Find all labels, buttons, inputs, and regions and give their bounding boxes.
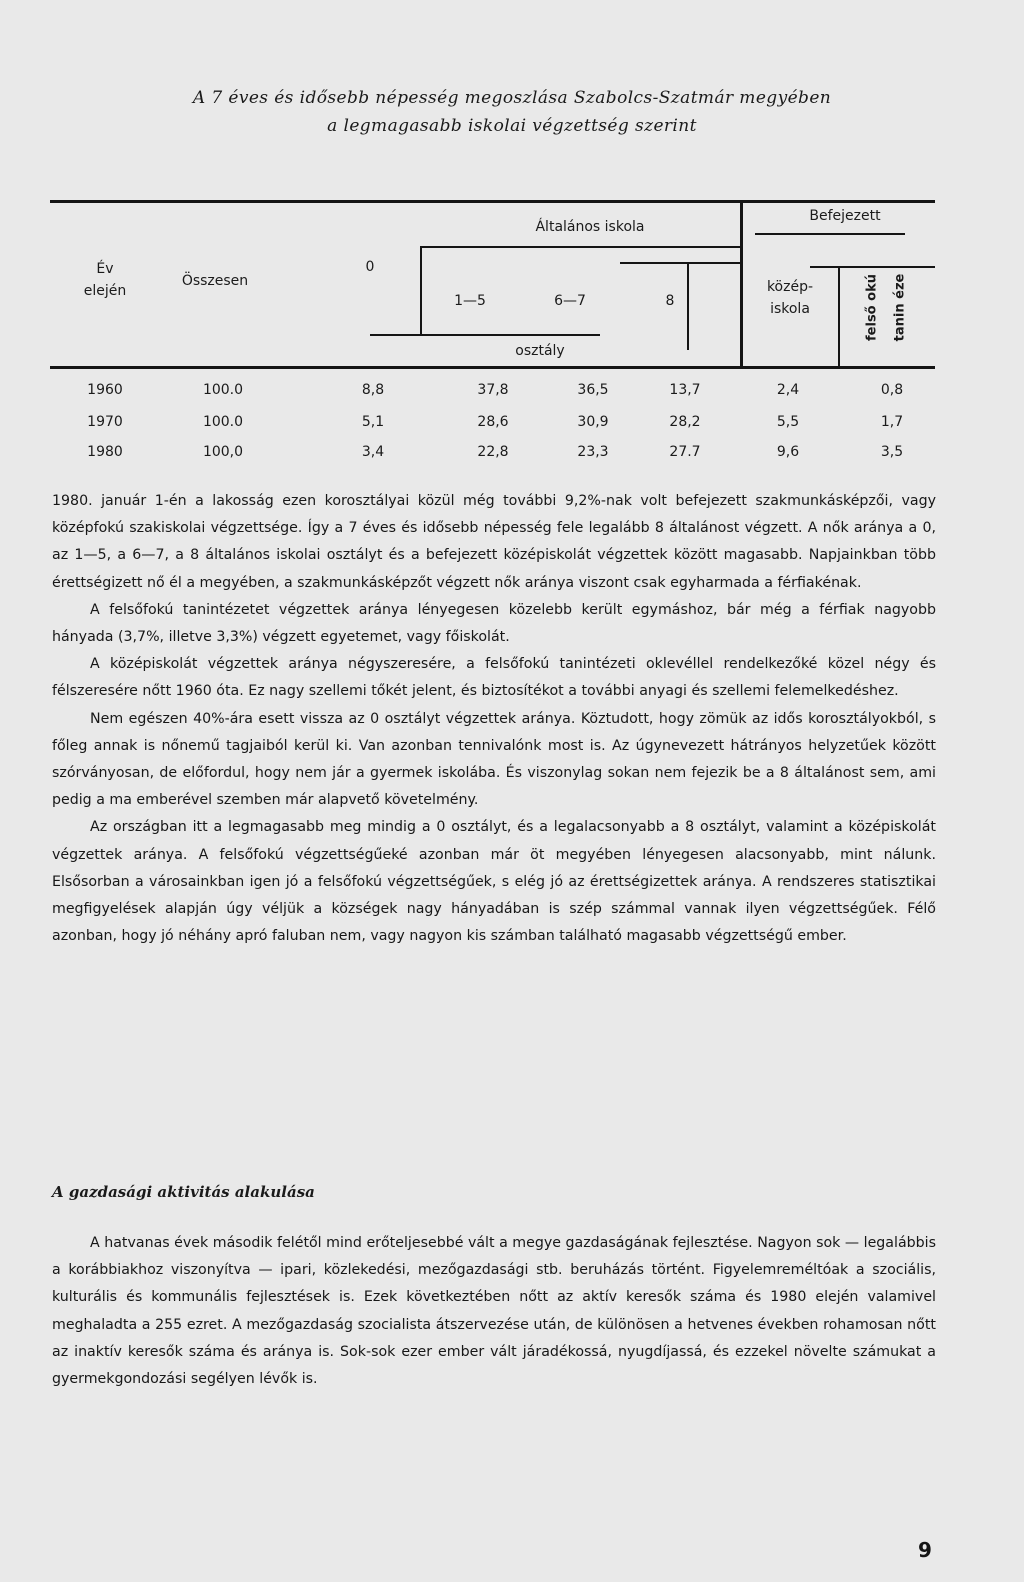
- cell-kozepiskola: 2,4: [776, 382, 800, 398]
- completed-rule: [755, 233, 905, 235]
- header-iskola: iskola: [770, 301, 810, 317]
- cell-kozepiskola: 5,5: [776, 414, 800, 430]
- paragraph-4: Nem egészen 40%-ára esett vissza az 0 osztályt végzettek aránya. Köztudott, hogy zömük az idős korosztályokból, s főleg annak is nőnemű tagjaiból kerül ki. Van azonban tennivalónk most is. Az úgynevezett hátrányos helyzetűek között szórványosan, de előfordul, hogy nem jár a gyermek iskolába. És viszonylag sokan nem fejezik be a 8 általánost sem, ami pedig a ma emberével szemben már alapvető követelmény.: [52, 710, 936, 809]
- cell-8: 28,2: [669, 414, 701, 430]
- paragraph-3: A középiskolát végzettek aránya négyszeresére, a felsőfokú tanintézeti oklevéllel rendelkezőké közel négy és félszeresére nőtt 1960 óta. Ez nagy szellemi tőkét jelent, és biztosítékot a további anyagi és szellemi felemelkedéshez.: [52, 656, 936, 700]
- cell-felsofoku: 1,7: [880, 414, 904, 430]
- header-col-8: 8: [665, 293, 675, 309]
- header-col-6-7: 6—7: [554, 293, 586, 309]
- cell-6-7: 30,9: [577, 414, 609, 430]
- paragraph-2: A felsőfokú tanintézetet végzettek aránya lényegesen közelebb került egymáshoz, bár még a férfiak nagyobb hányada (3,7%, illetve 3,3%) végzett egyetemet, vagy főiskolát.: [52, 601, 936, 646]
- cell-1-5: 22,8: [477, 444, 509, 460]
- cell-year: 1960: [87, 382, 123, 398]
- cell-felsofoku: 0,8: [880, 382, 904, 398]
- cell-year: 1970: [87, 414, 123, 430]
- header-felsofoku-2: tanin éze: [892, 273, 908, 342]
- paragraph-1: 1980. január 1-én a lakosság ezen korosztályai közül még további 9,2%-nak volt befejezett szakmunkásképzői, vagy középfokú szakiskolai végzettsége. Így a 7 éves és idősebb népesség fele legalább 8 általánost végzett. A nők aránya a 0, az 1—5, a 6—7, a 8 általános iskolai osztályt és a befejezett középiskolát végzettek között magasabb. Napjainkban több érettségizett nő él a megyében, a szakmunkásképzőt végzett nők aránya viszont csak egyharmada a férfiakénak.: [52, 493, 936, 591]
- cell-total: 100,0: [202, 444, 244, 460]
- header-osszesen: Összesen: [181, 273, 249, 289]
- table-top-rule: [50, 200, 935, 203]
- section-body: [52, 1230, 936, 1393]
- cell-total: 100.0: [202, 414, 244, 430]
- body-text: [52, 488, 936, 950]
- cell-felsofoku: 3,5: [880, 444, 904, 460]
- header-bottom-rule: [50, 366, 935, 369]
- col-divider-completed: [740, 203, 743, 366]
- cell-zero: 8,8: [361, 382, 385, 398]
- cell-total: 100.0: [202, 382, 244, 398]
- cell-8: 13,7: [669, 382, 701, 398]
- cell-year: 1980: [87, 444, 123, 460]
- cell-6-7: 36,5: [577, 382, 609, 398]
- cell-1-5: 37,8: [477, 382, 509, 398]
- header-kozep: közép-: [766, 279, 814, 295]
- page-number: 9: [918, 1538, 932, 1562]
- cell-6-7: 23,3: [577, 444, 609, 460]
- col-divider-felso: [838, 266, 840, 366]
- cell-8: 27.7: [669, 444, 701, 460]
- table-title-line-1: A 7 éves és idősebb népesség megoszlása Szabolcs-Szatmár megyében: [192, 88, 832, 108]
- section-paragraph: A hatvanas évek második felétől mind erőteljesebbé vált a megye gazdaságának fejlesztése. Nagyon sok — legalábbis a korábbiakhoz viszonyítva — ipari, közlekedési, mezőgazdasági stb. beruházás történt. Figyelemreméltóak a szociális, kulturális és kommunális fejlesztések is. Ezek következtében nőtt az aktív keresők száma és 1980 elején valamivel meghaladta a 255 ezret. A mezőgazdaság szocialista átszervezése után, de különösen a hetvenes években rohamosan nőtt az inaktív keresők száma és aránya is. Sok-sok ezer ember vált járadékossá, nyugdíjassá, és ezzekel növelte számukat a gyermekgondozási segélyen lévők is.: [52, 1235, 936, 1388]
- osztaly-top-rule: [470, 334, 600, 336]
- cell-kozepiskola: 9,6: [776, 444, 800, 460]
- header-col-1-5: 1—5: [454, 293, 486, 309]
- table-title-line-2: a legmagasabb iskolai végzettség szerint: [327, 116, 697, 136]
- general-sub-rule: [620, 262, 740, 264]
- header-zero: 0: [365, 259, 375, 275]
- cell-zero: 5,1: [361, 414, 385, 430]
- header-befejezett: Befejezett: [809, 208, 881, 224]
- header-osztaly: osztály: [515, 343, 565, 359]
- header-elejen: elején: [83, 283, 127, 299]
- header-ev: Év: [96, 261, 114, 277]
- header-felsofoku-1: felső okú: [864, 274, 880, 341]
- cell-zero: 3,4: [361, 444, 385, 460]
- cell-1-5: 28,6: [477, 414, 509, 430]
- section-title: A gazdasági aktivitás alakulása: [52, 1183, 315, 1201]
- col-divider-zero: [420, 248, 422, 336]
- header-altalanos-iskola: Általános iskola: [535, 219, 645, 235]
- paragraph-5: Az országban itt a legmagasabb meg mindig a 0 osztályt, és a legalacsonyabb a 8 osztályt, valamint a középiskolát végzettek aránya. A felsőfokú végzettségűeké azonban már öt megyében lényegesen alacsonyabb, mint nálunk. Elsősorban a városainkban igen jó a felsőfokú végzettségűek, s elég jó az érettségizettek aránya. A rendszeres statisztikai megfigyelések alapján úgy véljük a községek nagy hányadában is szép számmal vannak ilyen végzettségűek. Félő azonban, hogy jó néhány apró faluban nem, vagy nagyon kis számban található magasabb végzettségű ember.: [52, 819, 936, 945]
- general-school-rule: [420, 246, 740, 248]
